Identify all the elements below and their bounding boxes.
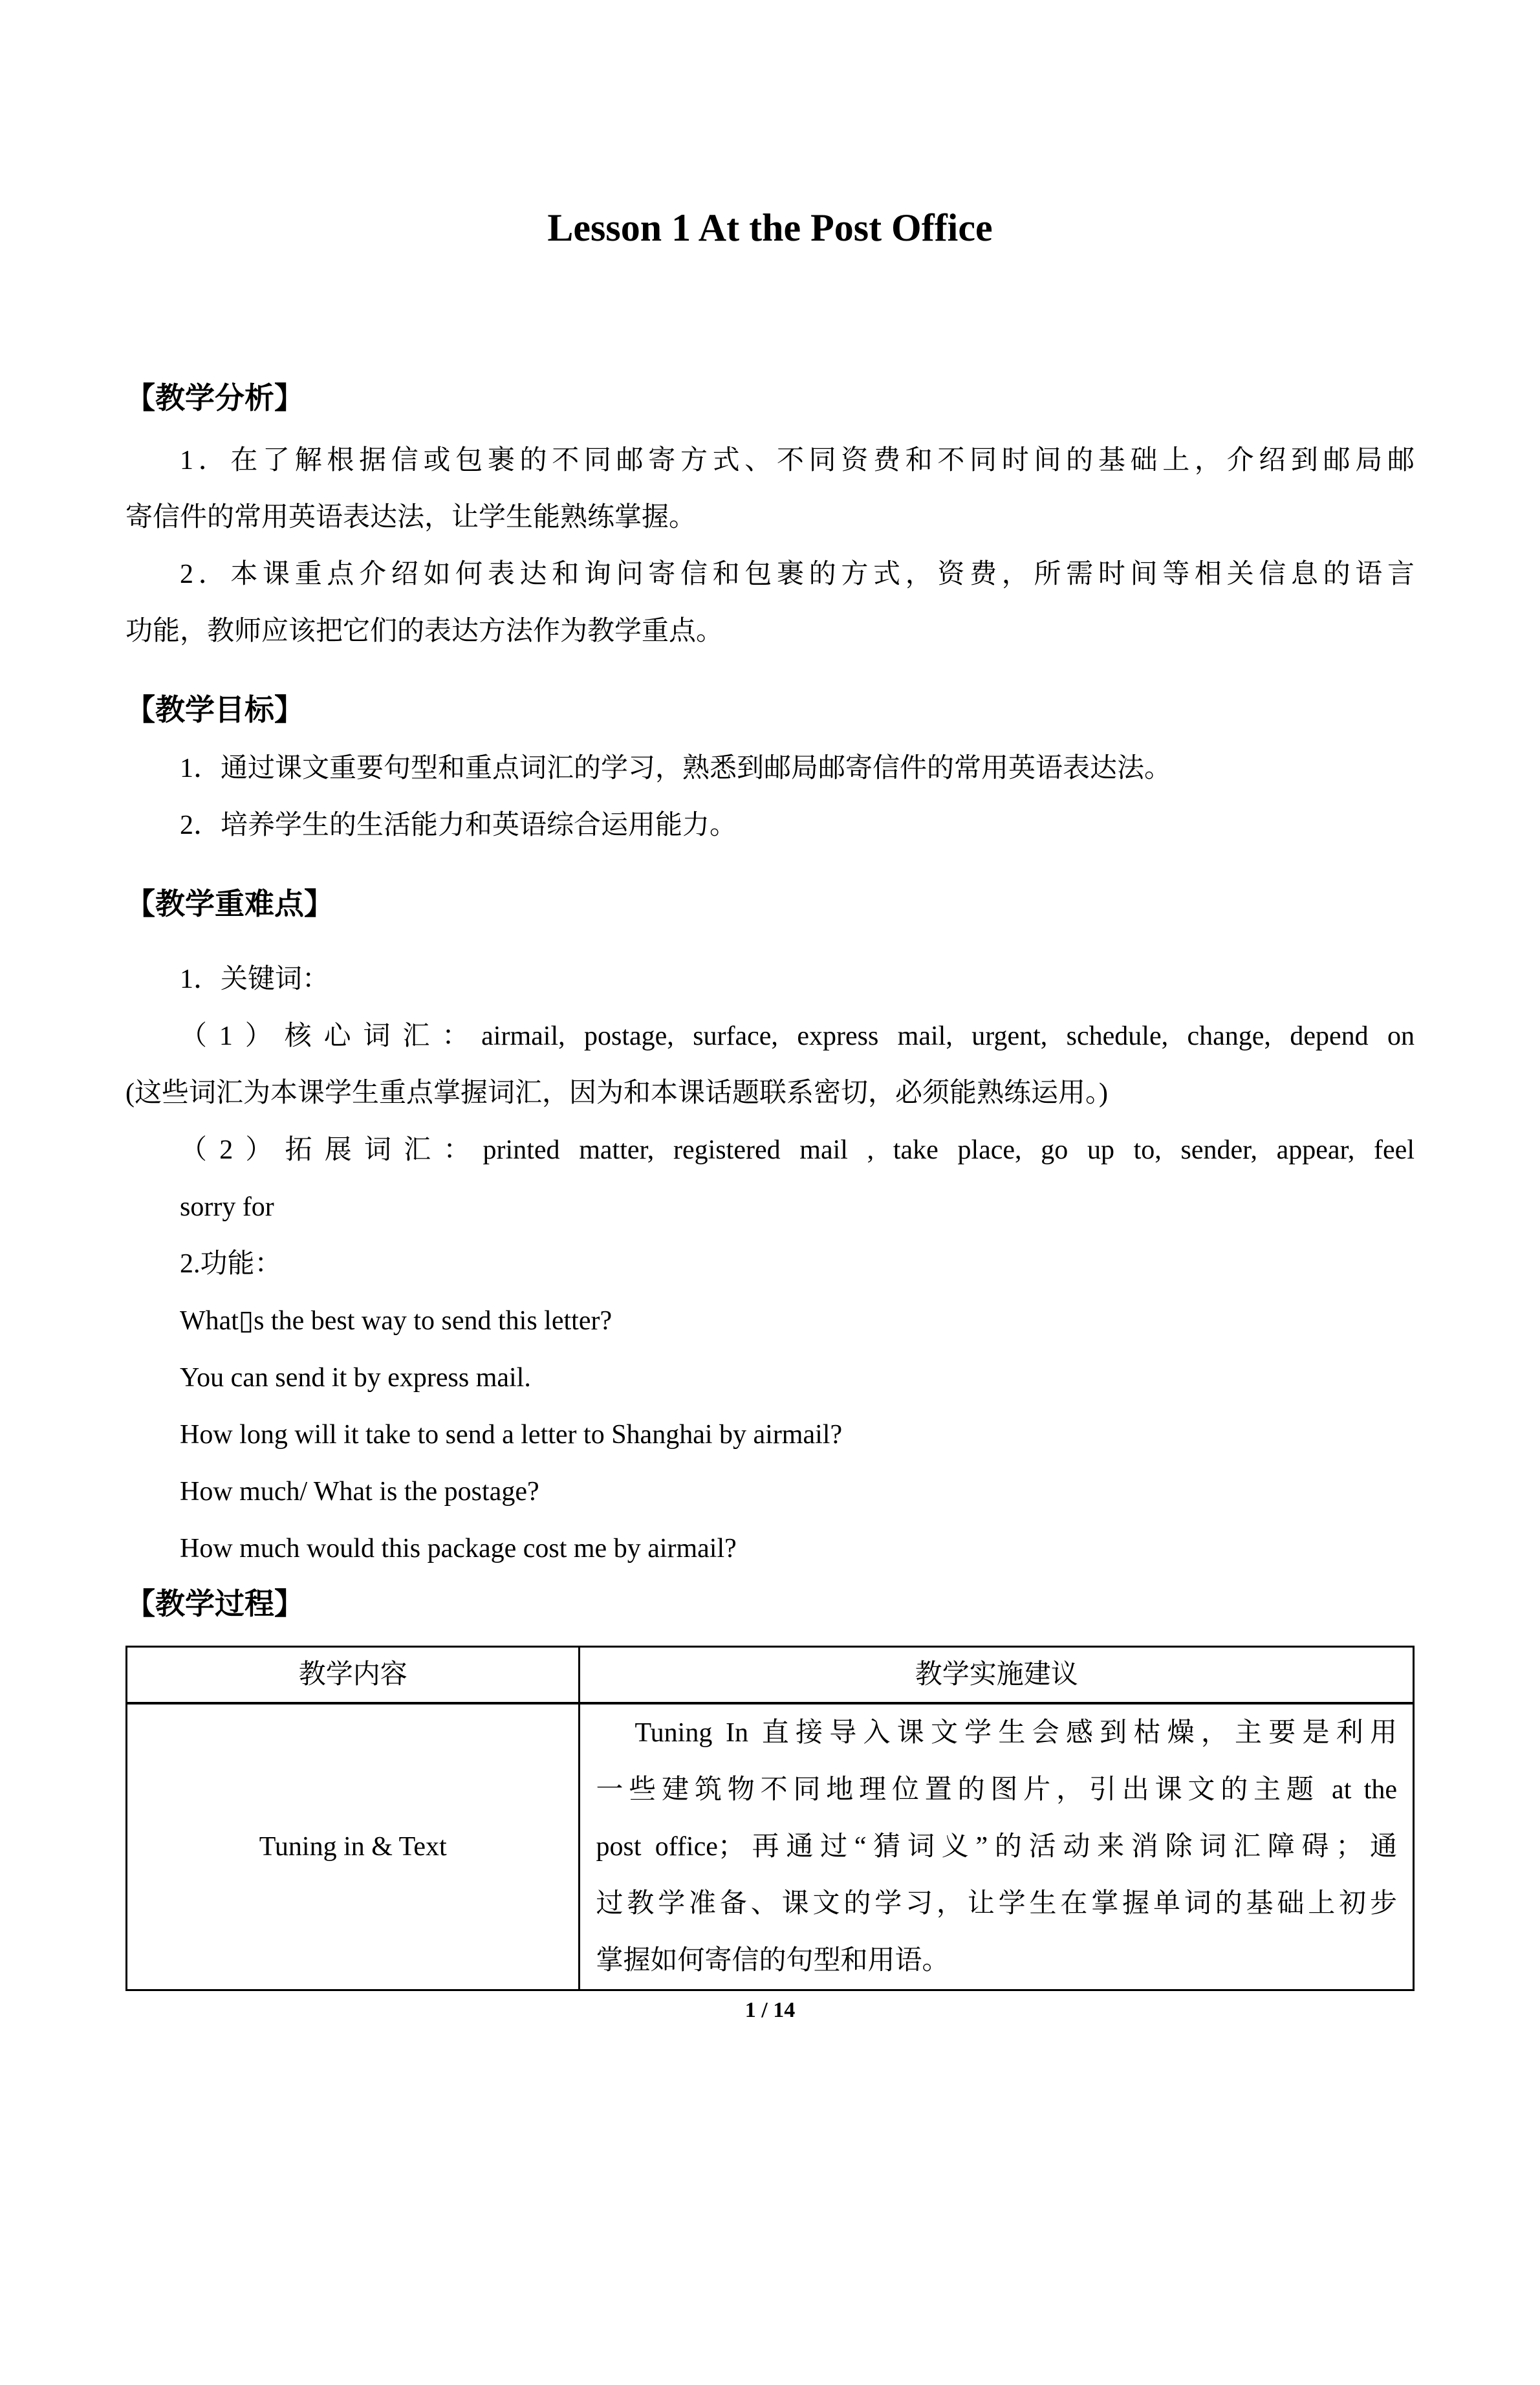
paragraph-line: 1．通过课文重要句型和重点词汇的学习，熟悉到邮局邮寄信件的常用英语表达法。 [180,754,1172,783]
table-row [127,1703,1414,1990]
suggestion-line: 过教学准备、课文的学习，让学生在掌握单词的基础上初步 [596,1889,1397,1919]
paragraph-line: How much/ What is the postage? [180,1477,539,1507]
table-header-suggestion: 教学实施建议 [580,1647,1414,1704]
section-objectives-body [125,740,1415,854]
suggestion-line: post office；再通过“猜词义”的活动来消除词汇障碍；通 [596,1832,1397,1862]
section-heading-key-points: 【教学重难点】 [125,888,334,920]
suggestion-line: Tuning In 直接导入课文学生会感到枯燥，主要是利用 [634,1718,1397,1748]
paragraph-line: sorry for [180,1192,274,1222]
section-heading-analysis: 【教学分析】 [125,382,304,415]
table-header-row [127,1647,1414,1704]
suggestion-line: 一些建筑物不同地理位置的图片，引出课文的主题 at the [596,1775,1397,1805]
paragraph-line: How much would this package cost me by airmail? [180,1534,737,1563]
section-heading-objectives: 【教学目标】 [125,693,304,726]
section-heading-process: 【教学过程】 [125,1587,304,1620]
paragraph-line: （2）拓展词汇：printed matter, registered mail , take place, go up to, sender, appear, feel [180,1135,1415,1165]
paragraph-line: How long will it take to send a letter to Shanghai by airmail? [180,1420,843,1450]
paragraph-line: 1．关键词： [180,964,330,994]
suggestion-cell [580,1703,1414,1990]
teaching-process-table [125,1646,1415,1991]
paragraph-line: （1）核心词汇：airmail, postage, surface, express mail, urgent, schedule, change, depend on [180,1021,1415,1051]
paragraph-line: 1．在了解根据信或包裹的不同邮寄方式、不同资费和不同时间的基础上，介绍到邮局邮 [180,446,1415,475]
paragraph-line: 2．培养学生的生活能力和英语综合运用能力。 [180,811,737,840]
section-analysis-body [125,432,1415,660]
section-key-points-body [125,951,1415,1577]
page-title: Lesson 1 At the Post Office [547,206,993,249]
paragraph-line: What▯s the best way to send this letter? [180,1306,613,1336]
suggestion-line: 掌握如何寄信的句型和用语。 [596,1946,949,1976]
paragraph-line: 2．本课重点介绍如何表达和询问寄信和包裹的方式，资费，所需时间等相关信息的语言 [180,560,1415,589]
page-number: 1 / 14 [744,1998,796,2022]
paragraph-line: (这些词汇为本课学生重点掌握词汇，因为和本课话题联系密切，必须能熟练运用。) [125,1078,1108,1108]
paragraph-line: You can send it by express mail. [180,1363,531,1393]
paragraph-line: 功能，教师应该把它们的表达方法作为教学重点。 [125,616,724,646]
paragraph-line: 寄信件的常用英语表达法，让学生能熟练掌握。 [125,503,697,532]
paragraph-line: 2.功能： [180,1249,282,1279]
content-cell: Tuning in & Text [259,1832,447,1862]
table-header-content: 教学内容 [127,1647,580,1704]
document-page [0,207,1540,2385]
